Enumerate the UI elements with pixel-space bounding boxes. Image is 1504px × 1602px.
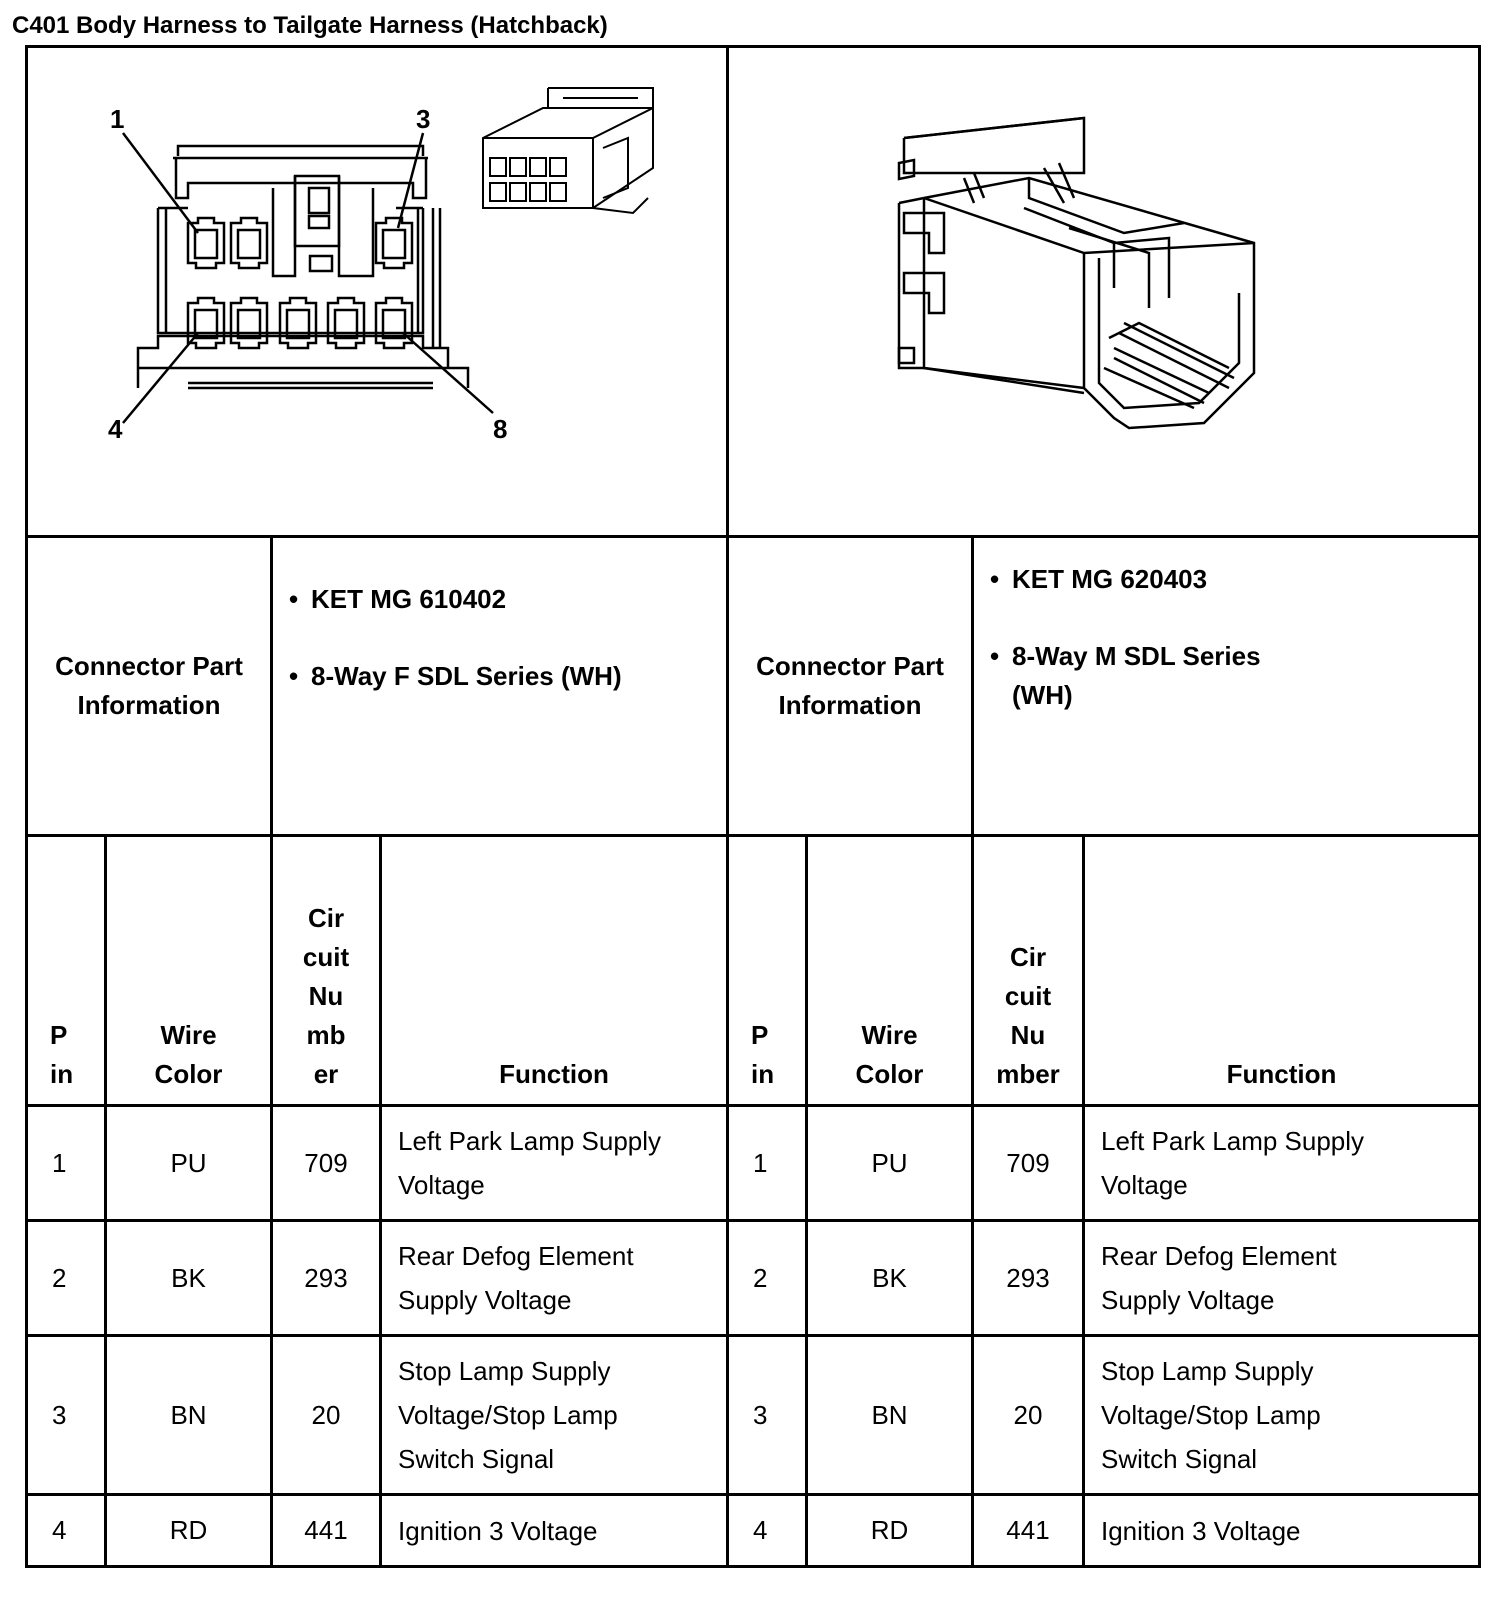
right-function-text: Rear Defog Element Supply Voltage <box>1101 1241 1337 1315</box>
right-pin: 3 <box>728 1336 807 1495</box>
right-header-circuit-number: Cir cuit Nu mber <box>973 836 1084 1106</box>
right-function: Ignition 3 Voltage <box>1084 1495 1480 1567</box>
right-wire-color: BN <box>807 1336 973 1495</box>
left-connector-part-info-label <box>27 537 272 836</box>
male-connector-isometric-drawing <box>729 48 1479 535</box>
left-header-pin: P in <box>27 836 106 1106</box>
left-part-list <box>273 580 726 696</box>
right-series: • 8-Way M SDL Series (WH) <box>974 637 1302 715</box>
left-wire-color: BK <box>106 1221 272 1336</box>
right-header-wire-color: Wire Color <box>807 836 973 1106</box>
right-function <box>1084 1336 1480 1495</box>
left-wire-color: PU <box>106 1106 272 1221</box>
left-circuit: 441 <box>272 1495 381 1567</box>
page-title: C401 Body Harness to Tailgate Harness (Hatchback) <box>12 12 608 39</box>
right-circuit: 293 <box>973 1221 1084 1336</box>
left-function <box>381 1336 728 1495</box>
male-connector-figure <box>728 47 1480 537</box>
left-wire-color: RD <box>106 1495 272 1567</box>
table-row <box>27 1336 1480 1495</box>
right-circuit: 709 <box>973 1106 1084 1221</box>
pin-label-4: 4 <box>108 414 123 444</box>
left-wire-color: BN <box>106 1336 272 1495</box>
left-pin: 2 <box>27 1221 106 1336</box>
female-connector-face-drawing <box>28 48 728 535</box>
right-function-text: Stop Lamp Supply Voltage/Stop Lamp Switch Signal <box>1101 1356 1321 1474</box>
left-pin: 1 <box>27 1106 106 1221</box>
right-function <box>1084 1221 1480 1336</box>
left-header-wire-color: Wire Color <box>106 836 272 1106</box>
right-pin: 4 <box>728 1495 807 1567</box>
left-header-function: Function <box>381 836 728 1106</box>
pin-label-3: 3 <box>416 104 431 134</box>
connector-table <box>25 45 1481 1568</box>
left-function-text: Rear Defog Element Supply Voltage <box>398 1241 634 1315</box>
table-row <box>27 1495 1480 1567</box>
left-series: • 8-Way F SDL Series (WH) <box>273 657 726 696</box>
left-function-text: Stop Lamp Supply Voltage/Stop Lamp Switch Signal <box>398 1356 618 1474</box>
left-connector-part-info-value <box>272 537 728 836</box>
table-row <box>27 1221 1480 1336</box>
right-function-text: Left Park Lamp Supply Voltage <box>1101 1126 1365 1200</box>
right-wire-color: PU <box>807 1106 973 1221</box>
left-header-circuit-number: Cir cuit Nu mb er <box>272 836 381 1106</box>
left-function <box>381 1221 728 1336</box>
right-header-pin: P in <box>728 836 807 1106</box>
left-info-label-text: Connector Part Information <box>55 651 243 720</box>
right-part-number: • KET MG 620403 <box>974 560 1478 599</box>
right-wire-color: BK <box>807 1221 973 1336</box>
female-connector-figure <box>27 47 728 537</box>
right-function <box>1084 1106 1480 1221</box>
pin-label-1: 1 <box>110 104 125 134</box>
right-circuit: 20 <box>973 1336 1084 1495</box>
pin-label-8: 8 <box>493 414 508 444</box>
left-circuit: 293 <box>272 1221 381 1336</box>
left-circuit: 20 <box>272 1336 381 1495</box>
left-function: Ignition 3 Voltage <box>381 1495 728 1567</box>
right-pin: 2 <box>728 1221 807 1336</box>
left-circuit: 709 <box>272 1106 381 1221</box>
left-function <box>381 1106 728 1221</box>
right-wire-color: RD <box>807 1495 973 1567</box>
left-part-number: • KET MG 610402 <box>273 580 726 619</box>
left-pin: 3 <box>27 1336 106 1495</box>
left-function-text: Left Park Lamp Supply Voltage <box>398 1126 662 1200</box>
right-circuit: 441 <box>973 1495 1084 1567</box>
right-connector-part-info-label <box>728 537 973 836</box>
right-header-function: Function <box>1084 836 1480 1106</box>
right-pin: 1 <box>728 1106 807 1221</box>
left-pin: 4 <box>27 1495 106 1567</box>
connector-sheet <box>25 45 1481 1568</box>
table-row <box>27 1106 1480 1221</box>
right-info-label-text: Connector Part Information <box>756 651 944 720</box>
right-connector-part-info-value <box>973 537 1480 836</box>
right-part-list <box>974 560 1478 715</box>
